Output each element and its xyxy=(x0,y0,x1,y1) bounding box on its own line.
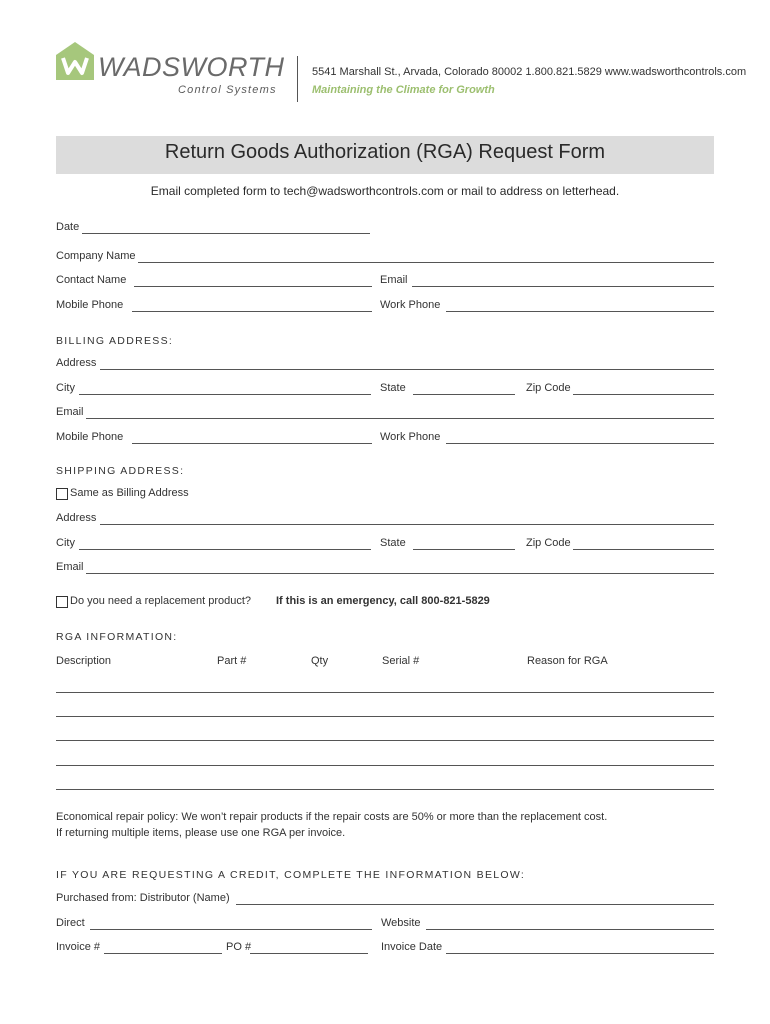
billing-work-field[interactable] xyxy=(446,443,714,444)
shipping-address-row xyxy=(56,512,714,528)
billing-mobile-label: Mobile Phone xyxy=(56,431,124,443)
billing-email-label: Email xyxy=(56,406,84,418)
shipping-zip-label: Zip Code xyxy=(526,537,571,549)
purchased-from-row xyxy=(56,892,714,908)
billing-work-label: Work Phone xyxy=(380,431,441,443)
billing-zip-field[interactable] xyxy=(573,394,714,395)
company-name-label: Company Name xyxy=(56,250,136,262)
column-description: Description xyxy=(56,655,112,667)
multiple-items-text: If returning multiple items, please use one RGA per invoice. xyxy=(56,827,346,839)
billing-city-field[interactable] xyxy=(79,394,371,395)
rga-heading: RGA INFORMATION: xyxy=(56,631,178,643)
shipping-state-label: State xyxy=(380,537,406,549)
form-instructions: Email completed form to tech@wadsworthcontrols.com or mail to address on letterhead. xyxy=(150,184,620,198)
direct-label: Direct xyxy=(56,917,85,929)
website-field[interactable] xyxy=(426,929,714,930)
form-title: Return Goods Authorization (RGA) Request Form xyxy=(164,141,606,163)
invoice-number-label: Invoice # xyxy=(56,941,101,953)
email-label: Email xyxy=(380,274,408,286)
company-row xyxy=(56,250,714,266)
shipping-address-label: Address xyxy=(56,512,97,524)
shipping-heading: SHIPPING ADDRESS: xyxy=(56,465,185,477)
wadsworth-logo-icon xyxy=(56,42,94,80)
invoice-date-label: Invoice Date xyxy=(381,941,443,953)
rga-table-header xyxy=(56,655,714,671)
billing-state-field[interactable] xyxy=(413,394,515,395)
website-label: Website xyxy=(381,917,421,929)
billing-address-label: Address xyxy=(56,357,97,369)
contact-name-label: Contact Name xyxy=(56,274,127,286)
company-name-field[interactable] xyxy=(138,262,714,263)
rga-entry-line[interactable] xyxy=(56,716,714,717)
rga-entry-line[interactable] xyxy=(56,765,714,766)
company-address: 5541 Marshall St., Arvada, Colorado 80002 1.800.821.5829 www.wadsworthcontrols.com xyxy=(312,66,747,78)
billing-address-row xyxy=(56,357,714,373)
purchased-from-field[interactable] xyxy=(236,904,714,905)
phone-row xyxy=(56,299,714,315)
date-row xyxy=(56,221,714,237)
same-as-billing-row xyxy=(56,487,714,503)
column-reason: Reason for RGA xyxy=(527,655,608,667)
billing-heading: BILLING ADDRESS: xyxy=(56,335,174,347)
billing-state-label: State xyxy=(380,382,406,394)
invoice-number-field[interactable] xyxy=(104,953,222,954)
contact-name-field[interactable] xyxy=(134,286,372,287)
shipping-state-field[interactable] xyxy=(413,549,515,550)
po-number-label: PO # xyxy=(226,941,252,953)
po-number-field[interactable] xyxy=(250,953,368,954)
shipping-address-field[interactable] xyxy=(100,524,714,525)
repair-policy-text: Economical repair policy: We won’t repair products if the repair costs are 50% or more than the replacement cost. xyxy=(56,811,608,823)
email-field[interactable] xyxy=(412,286,714,287)
direct-field[interactable] xyxy=(90,929,372,930)
billing-city-row xyxy=(56,382,714,398)
purchased-from-label: Purchased from: Distributor (Name) xyxy=(56,892,230,904)
column-qty: Qty xyxy=(311,655,329,667)
date-label: Date xyxy=(56,221,80,233)
work-phone-label: Work Phone xyxy=(380,299,441,311)
same-as-billing-checkbox[interactable] xyxy=(56,488,68,500)
invoice-row xyxy=(56,941,714,957)
shipping-city-label: City xyxy=(56,537,75,549)
billing-zip-label: Zip Code xyxy=(526,382,571,394)
column-serial: Serial # xyxy=(382,655,420,667)
company-tagline: Maintaining the Climate for Growth xyxy=(312,84,495,96)
billing-city-label: City xyxy=(56,382,75,394)
emergency-notice: If this is an emergency, call 800-821-5829 xyxy=(276,595,490,607)
credit-heading: IF YOU ARE REQUESTING A CREDIT, COMPLETE THE INFORMATION BELOW: xyxy=(56,869,526,881)
mobile-phone-label: Mobile Phone xyxy=(56,299,124,311)
contact-row xyxy=(56,274,714,290)
work-phone-field[interactable] xyxy=(446,311,714,312)
shipping-email-field[interactable] xyxy=(86,573,714,574)
shipping-city-field[interactable] xyxy=(79,549,371,550)
billing-email-row xyxy=(56,406,714,422)
shipping-city-row xyxy=(56,537,714,553)
shipping-email-label: Email xyxy=(56,561,84,573)
column-part: Part # xyxy=(217,655,247,667)
header-divider xyxy=(297,56,298,102)
direct-website-row xyxy=(56,917,714,933)
rga-entry-line[interactable] xyxy=(56,692,714,693)
date-field[interactable] xyxy=(82,233,370,234)
billing-mobile-field[interactable] xyxy=(132,443,372,444)
brand-name: WADSWORTH xyxy=(98,52,285,82)
replacement-row xyxy=(56,595,714,611)
rga-entry-line[interactable] xyxy=(56,740,714,741)
billing-phone-row xyxy=(56,431,714,447)
replacement-question: Do you need a replacement product? xyxy=(70,595,252,607)
replacement-checkbox[interactable] xyxy=(56,596,68,608)
shipping-zip-field[interactable] xyxy=(573,549,714,550)
rga-entry-line[interactable] xyxy=(56,789,714,790)
shipping-email-row xyxy=(56,561,714,577)
same-as-billing-label: Same as Billing Address xyxy=(70,487,189,499)
mobile-phone-field[interactable] xyxy=(132,311,372,312)
invoice-date-field[interactable] xyxy=(446,953,714,954)
billing-address-field[interactable] xyxy=(100,369,714,370)
billing-email-field[interactable] xyxy=(86,418,714,419)
brand-subtitle: Control Systems xyxy=(178,84,277,96)
